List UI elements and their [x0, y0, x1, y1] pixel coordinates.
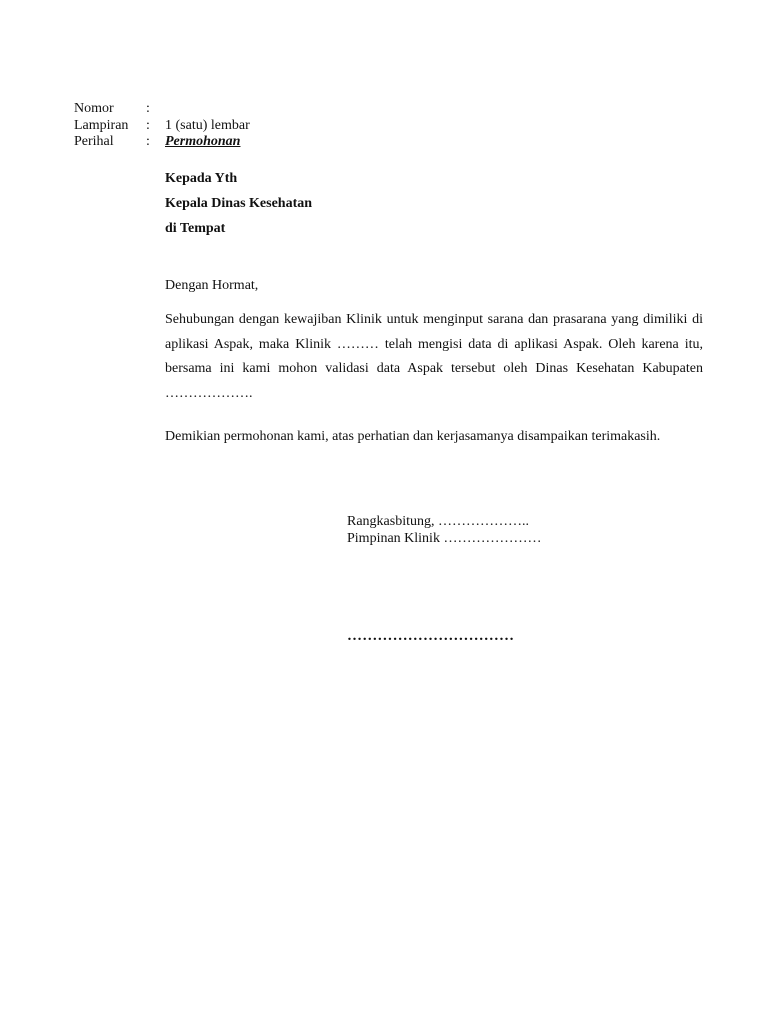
number-label: Nomor: [74, 101, 114, 116]
subject-colon: :: [146, 134, 150, 149]
addressee-line-3: di Tempat: [165, 221, 226, 236]
subject-row: [74, 134, 250, 151]
signature-block: [347, 513, 541, 547]
addressee-line-1: Kepada Yth: [165, 171, 238, 186]
body-paragraph-1: Sehubungan dengan kewajiban Klinik untuk menginput sarana dan prasarana yang dimiliki di aplikasi Aspak, maka Klinik ……… telah mengisi data di aplikasi Aspak. Oleh karena itu, bersama ini kami mohon validasi data Aspak tersebut oleh Dinas Kesehatan Kabupaten ……………….: [165, 312, 703, 401]
salutation: Dengan Hormat,: [165, 278, 259, 293]
letter-header: [74, 101, 250, 151]
attachment-colon: :: [146, 117, 150, 133]
subject-value: Permohonan: [165, 134, 241, 149]
signature-place-date: Rangkasbitung, ………………..: [347, 514, 529, 529]
attachment-value: 1 (satu) lembar: [165, 117, 250, 133]
signature-position: Pimpinan Klinik …………………: [347, 531, 542, 546]
addressee-line-2: Kepala Dinas Kesehatan: [165, 196, 313, 211]
addressee-block: [165, 166, 312, 241]
number-colon: :: [146, 101, 150, 116]
body-paragraph-2: Demikian permohonan kami, atas perhatian dan kerjasamanya disampaikan terimakasih.: [165, 429, 661, 444]
attachment-row: [74, 118, 250, 135]
number-row: [74, 101, 250, 118]
signature-name-placeholder: ……………………………: [347, 628, 515, 644]
attachment-label: Lampiran: [74, 117, 129, 133]
subject-label: Perihal: [74, 134, 114, 149]
